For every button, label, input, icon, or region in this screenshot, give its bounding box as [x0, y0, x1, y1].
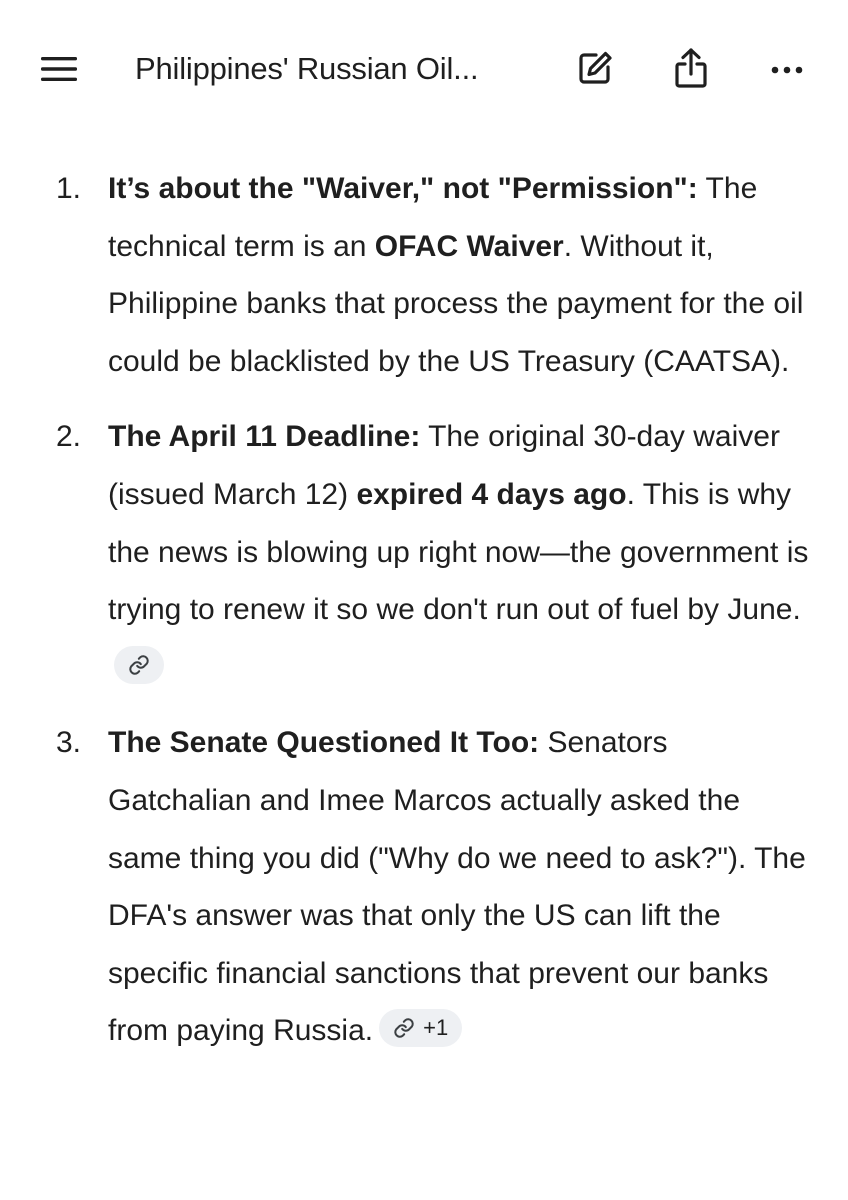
menu-button[interactable] [36, 48, 82, 94]
link-icon [128, 654, 150, 676]
link-icon [393, 1017, 415, 1039]
source-link-chip[interactable] [114, 646, 164, 684]
hamburger-menu-icon [39, 54, 79, 89]
response-list [0, 160, 848, 1078]
more-options-button[interactable] [764, 47, 810, 93]
item-heading: It’s about the "Waiver," not "Permission": [108, 172, 698, 205]
list-item [0, 408, 848, 696]
more-horizontal-icon [771, 61, 803, 79]
item-heading: The Senate Questioned It Too: [108, 726, 540, 760]
list-item [0, 714, 848, 1060]
item-emphasis: expired 4 days ago [356, 477, 627, 511]
item-text: . This is why the news is blowing up right now—the government is trying to renew it so we don't run out of fuel by June. [108, 477, 809, 627]
edit-button[interactable] [572, 47, 618, 93]
list-number: 2. [56, 420, 82, 454]
list-number: 3. [56, 726, 82, 760]
item-emphasis: OFAC Waiver [374, 229, 564, 263]
share-icon [673, 47, 709, 94]
share-button[interactable] [668, 47, 714, 93]
item-text: The technical term is an [108, 172, 758, 263]
source-link-chip[interactable] [379, 1009, 462, 1047]
list-item [0, 160, 848, 390]
item-text: . Without it, Philippine banks that process the payment for the oil could be blacklisted by the US Treasury (CAATSA). [108, 229, 804, 378]
top-app-bar [0, 0, 848, 140]
conversation-title: Philippines' Russian Oil... [135, 51, 479, 86]
list-number: 1. [56, 172, 82, 205]
item-text: The original 30-day waiver (issued March 12) [108, 420, 780, 511]
item-heading: The April 11 Deadline: [108, 420, 421, 454]
source-count: +1 [423, 1015, 449, 1041]
edit-icon [575, 48, 615, 93]
item-text: Senators Gatchalian and Imee Marcos actually asked the same thing you did ("Why do we need to ask?"). The DFA's answer was that only the US can lift the specific financial sanctions that prevent our banks from paying Russia. [108, 726, 806, 1048]
